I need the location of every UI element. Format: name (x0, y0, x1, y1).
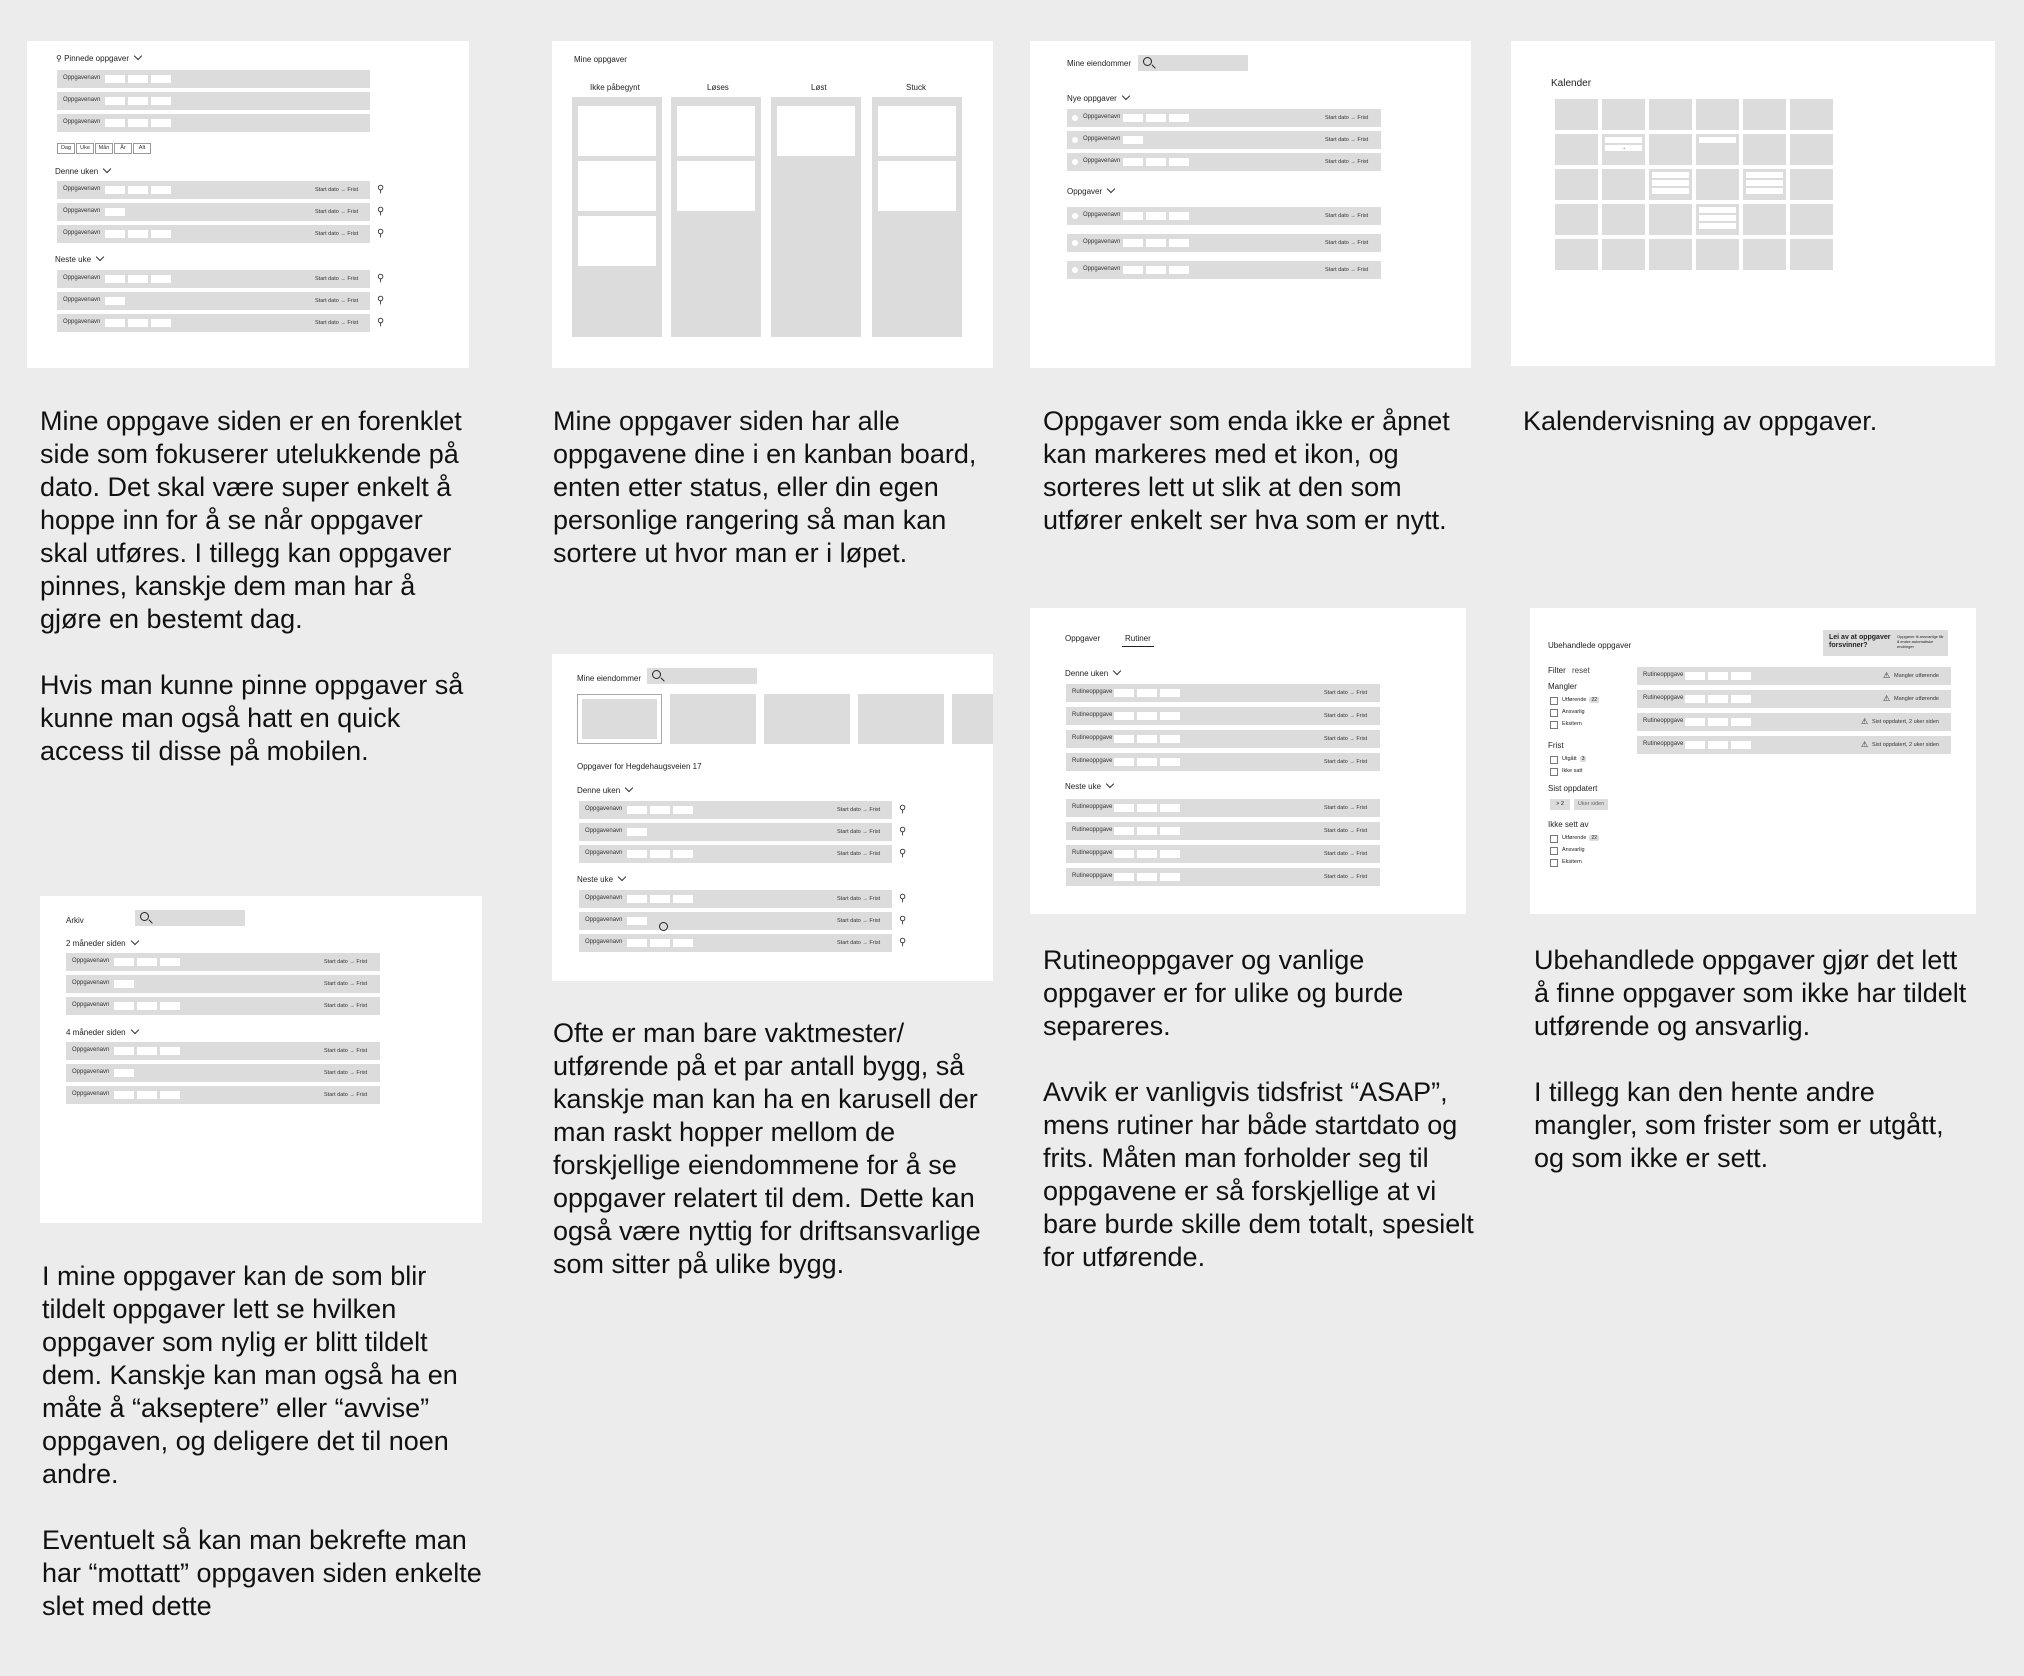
calendar-day[interactable] (1555, 169, 1598, 200)
page-title: Kalender (1551, 78, 1592, 89)
status-icon (1072, 213, 1078, 219)
search-input[interactable] (135, 910, 245, 926)
pin-icon[interactable]: ⚲ (377, 273, 385, 284)
search-icon (1143, 57, 1152, 66)
chevron-down-icon (130, 937, 138, 945)
kanban-card[interactable] (578, 161, 656, 211)
search-input[interactable] (647, 668, 757, 684)
calendar-day[interactable] (1649, 239, 1692, 270)
table-row[interactable]: Oppgavenavn Start dato → Frist (1067, 261, 1381, 279)
table-row[interactable]: Rutineoppgave ⚠ Sist oppdatert, 2 uker siden (1637, 736, 1951, 754)
calendar-event[interactable] (1699, 223, 1736, 229)
carousel-item[interactable] (670, 694, 756, 744)
chevron-down-icon (1106, 780, 1114, 788)
caption-archive: I mine oppgaver kan de som blir tildelt oppgaver lett se hvilken oppgaver som nylig er blitt tildelt dem. Kanskje kan man også ha en måte å “akseptere” eller “avvise” oppgaven, og deligere det til noen andre. Eventuelt så kan man bekrefte man har “mottatt” oppgaven siden enkelte slet med dette (42, 1261, 482, 1621)
frame-date-list (27, 41, 469, 368)
calendar-event[interactable] (1652, 188, 1689, 194)
section-this-week[interactable]: Denne uken (577, 786, 632, 795)
table-row[interactable]: Rutineoppgave Start dato → Frist (1066, 730, 1380, 748)
calendar-day[interactable] (1743, 204, 1786, 235)
pin-icon[interactable]: ⚲ (377, 228, 385, 239)
frame-carousel (552, 654, 993, 981)
table-row[interactable]: Oppgavenavn Start dato → Frist (1067, 109, 1381, 127)
calendar-event[interactable] (1746, 180, 1783, 186)
last-updated-value[interactable]: > 2 (1550, 799, 1570, 810)
calendar-day[interactable] (1649, 169, 1692, 200)
pin-icon[interactable]: ⚲ (899, 826, 907, 837)
table-row[interactable]: Oppgavenavn Start dato → Frist (1067, 153, 1381, 171)
calendar-day[interactable] (1649, 204, 1692, 235)
caption-date-list: Mine oppgave siden er en forenklet side som fokuserer utelukkende på dato. Det skal være super enkelt å hoppe inn for å se når oppgaver skal utføres. I tillegg kan oppgaver pinnes, kanskje dem man har å gjøre en bestemt dag. Hvis man kunne pinne oppgaver så kunne man også hatt en quick access til disse på mobilen. (40, 406, 464, 766)
table-row[interactable]: Rutineoppgave Start dato → Frist (1066, 822, 1380, 840)
hint-box[interactable]: Lei av at oppgaver forsvinner? Oppgaver til ansvarlige får å endre automatiske endringer (1823, 630, 1948, 656)
checkbox-not-set[interactable] (1550, 768, 1558, 776)
calendar-day[interactable] (1790, 99, 1833, 130)
table-row[interactable]: Rutineoppgave Start dato → Frist (1066, 684, 1380, 702)
range-tab-day[interactable]: Dag (57, 143, 75, 154)
calendar-day[interactable] (1602, 169, 1645, 200)
calendar-event[interactable] (1699, 215, 1736, 221)
range-tab-all[interactable]: Alt (133, 143, 151, 154)
table-row[interactable]: Oppgavenavn Start dato → Frist (66, 1064, 380, 1082)
section-tasks[interactable]: Oppgaver (1067, 187, 1114, 196)
calendar-day[interactable] (1696, 99, 1739, 130)
filter-group-missing: Mangler (1548, 682, 1577, 691)
calendar-day[interactable] (1790, 204, 1833, 235)
filter-group-deadline: Frist (1548, 741, 1564, 750)
caption-routines: Rutineoppgaver og vanlige oppgaver er for ulike og burde separeres. Avvik er vanligvis tidsfrist “ASAP”, mens rutiner har både startdato og frits. Måten man forholder seg til oppgavene er så forskjellige at vi bare burde skille dem totalt, spesielt for utførende. (1043, 945, 1474, 1272)
calendar-day[interactable] (1696, 169, 1739, 200)
table-row[interactable]: Oppgavenavn Start dato → Frist (579, 912, 892, 930)
filter-label: Filter (1548, 666, 1566, 675)
new-indicator-icon (1072, 137, 1078, 143)
chevron-down-icon (625, 784, 633, 792)
table-row[interactable]: Rutineoppgave ⚠ Mangler utførende (1637, 690, 1951, 708)
carousel-item-selected[interactable] (577, 694, 662, 744)
table-row[interactable]: Rutineoppgave Start dato → Frist (1066, 845, 1380, 863)
chevron-down-icon (1107, 185, 1115, 193)
table-row[interactable]: Rutineoppgave Start dato → Frist (1066, 707, 1380, 725)
table-row[interactable]: Oppgavenavn Start dato → Frist (579, 801, 892, 819)
pin-icon[interactable]: ⚲ (899, 915, 907, 926)
table-row[interactable]: Oppgavenavn Start dato → Frist (57, 314, 370, 332)
kanban-card[interactable] (677, 161, 755, 211)
table-row[interactable]: Oppgavenavn Start dato → Frist (57, 225, 370, 243)
calendar-day[interactable] (1555, 99, 1598, 130)
kanban-card[interactable] (677, 106, 755, 156)
section-two-months[interactable]: 2 måneder siden (66, 939, 138, 948)
last-updated-unit[interactable]: Uker siden (1574, 799, 1608, 810)
calendar-day[interactable] (1790, 134, 1833, 165)
calendar-day[interactable] (1555, 204, 1598, 235)
pin-icon[interactable]: ⚲ (899, 937, 907, 948)
calendar-day[interactable] (1696, 134, 1739, 165)
frame-routines (1030, 608, 1466, 914)
calendar-day[interactable] (1602, 239, 1645, 270)
chevron-down-icon (96, 253, 104, 261)
calendar-day[interactable] (1743, 99, 1786, 130)
warning-icon: ⚠ (1883, 694, 1891, 703)
search-input[interactable] (1138, 55, 1248, 71)
table-row[interactable]: Oppgavenavn Start dato → Frist (1067, 234, 1381, 252)
tab-tasks[interactable]: Oppgaver (1065, 634, 1101, 643)
frame-unhandled: Ubehandlede oppgaver Lei av at oppgaver forsvinner? Oppgaver til ansvarlige får å endre automatiske endringer Filter reset Mangler Utførende 22 Ansvarlig Eksitern Frist Utgått 3 Ikke satt Sist oppdatert > 2 Uker siden Ikke sett av Utførende 22 Ansvarlig Eksitern Rutineoppgave ⚠ Mangler utførende Rutineoppgave ⚠ Mangler utførende Rutineoppgave ⚠ Sist oppdatert, 2 uker siden Rutineoppgave ⚠ Sist oppdatert, 2 uker siden (1530, 608, 1976, 914)
calendar-event[interactable] (1652, 180, 1689, 186)
section-this-week[interactable]: Denne uken (1065, 669, 1120, 678)
checkbox-not-seen-owner[interactable] (1550, 859, 1558, 867)
warning-icon: ⚠ (1861, 740, 1869, 749)
status-icon (1072, 267, 1078, 273)
calendar-day[interactable] (1555, 239, 1598, 270)
calendar-event[interactable] (1746, 188, 1783, 194)
kanban-card[interactable] (578, 106, 656, 156)
list-item[interactable]: Oppgavenavn (57, 114, 370, 132)
calendar-event[interactable]: → (1605, 145, 1642, 151)
calendar-event[interactable] (1699, 207, 1736, 213)
search-icon (652, 670, 661, 679)
section-title: Oppgaver for Hegdehaugsveien 17 (577, 762, 702, 771)
checkbox-overdue[interactable] (1550, 756, 1558, 764)
frame-archive (40, 896, 482, 1223)
pin-icon[interactable]: ⚲ (899, 804, 907, 815)
caption-new-tasks: Oppgaver som enda ikke er åpnet kan markeres med et ikon, og sorteres lett ut slik at den som utfører enkelt ser hva som er nytt. (1043, 406, 1450, 535)
calendar-day[interactable] (1602, 134, 1645, 165)
kanban-card[interactable] (578, 216, 656, 266)
pin-icon[interactable]: ⚲ (377, 184, 385, 195)
pin-icon[interactable]: ⚲ (377, 206, 385, 217)
table-row[interactable]: Oppgavenavn Start dato → Frist (66, 953, 380, 971)
table-row[interactable]: Oppgavenavn Start dato → Frist (579, 890, 892, 908)
property-label: Mine eiendommer (1067, 59, 1132, 68)
page-title: Ubehandlede oppgaver (1548, 641, 1632, 650)
table-row[interactable]: Rutineoppgave ⚠ Sist oppdatert, 2 uker siden (1637, 713, 1951, 731)
caption-calendar: Kalendervisning av oppgaver. (1523, 406, 1878, 436)
range-tab-month[interactable]: Mån (95, 143, 113, 154)
section-this-week[interactable]: Denne uken (55, 167, 110, 176)
pin-icon: ⚲ (56, 54, 62, 63)
calendar-event[interactable] (1746, 172, 1783, 178)
page-title: Arkiv (66, 916, 84, 925)
table-row[interactable]: Oppgavenavn Start dato → Frist (66, 975, 380, 993)
pin-icon[interactable]: ⚲ (377, 295, 385, 306)
kanban-card[interactable] (777, 106, 855, 156)
range-tab-week[interactable]: Uke (76, 143, 94, 154)
reset-link[interactable]: reset (1572, 666, 1590, 675)
checkbox-owner[interactable] (1550, 721, 1558, 729)
checkbox-not-seen-executor[interactable] (1550, 835, 1558, 843)
section-next-week[interactable]: Neste uke (55, 255, 103, 264)
caption-carousel: Ofte er man bare vaktmester/ utførende på et par antall bygg, så kanskje man kan ha en karusell der man raskt hopper mellom de forskjellige eiendommene for å se oppgaver relatert til dem. Dette kan også være nyttig for driftsansvarlige som sitter på ulike bygg. (553, 1018, 981, 1279)
section-next-week[interactable]: Neste uke (577, 875, 625, 884)
calendar-event[interactable] (1605, 137, 1642, 143)
calendar-day[interactable] (1790, 239, 1833, 270)
chevron-down-icon (1113, 667, 1121, 675)
table-row[interactable]: Oppgavenavn Start dato → Frist (57, 181, 370, 199)
kanban-col-header: Stuck (906, 83, 927, 92)
frame-new-tasks (1030, 41, 1471, 368)
kanban-card[interactable] (878, 161, 956, 211)
chevron-down-icon (130, 1026, 138, 1034)
range-tab-year[interactable]: År (114, 143, 132, 154)
new-indicator-icon (1072, 159, 1078, 165)
kanban-col-header: Løst (811, 83, 827, 92)
section-next-week[interactable]: Neste uke (1065, 782, 1113, 791)
chevron-down-icon (618, 873, 626, 881)
table-row[interactable]: Rutineoppgave Start dato → Frist (1066, 868, 1380, 886)
list-item[interactable]: Oppgavenavn (57, 92, 370, 110)
list-item[interactable]: Oppgavenavn (57, 70, 370, 88)
calendar-day[interactable] (1696, 239, 1739, 270)
carousel-item[interactable] (764, 694, 850, 744)
section-new-tasks[interactable]: Nye oppgaver (1067, 94, 1129, 103)
checkbox-responsible[interactable] (1550, 709, 1558, 717)
filter-group-last-updated: Sist oppdatert (1548, 784, 1598, 793)
table-row[interactable]: Oppgavenavn Start dato → Frist (579, 845, 892, 863)
kanban-col-header: Ikke påbegynt (590, 83, 640, 92)
filter-group-not-seen: Ikke sett av (1548, 820, 1589, 829)
search-icon (140, 912, 149, 921)
carousel-item[interactable] (858, 694, 944, 744)
pin-icon[interactable]: ⚲ (899, 848, 907, 859)
status-icon (1072, 240, 1078, 246)
checkbox-not-seen-responsible[interactable] (1550, 847, 1558, 855)
checkbox-executor[interactable] (1550, 697, 1558, 705)
chevron-down-icon (103, 165, 111, 173)
caption-kanban: Mine oppgaver siden har alle oppgavene dine i en kanban board, enten etter status, eller din egen personlige rangering så man kan sortere ut hvor man er i løpet. (553, 406, 977, 568)
new-indicator-icon (1072, 115, 1078, 121)
chevron-down-icon (134, 52, 142, 60)
pinned-header[interactable]: ⚲ Pinnede oppgaver (56, 54, 141, 63)
calendar-day[interactable] (1555, 134, 1598, 165)
section-four-months[interactable]: 4 måneder siden (66, 1028, 138, 1037)
kanban-card[interactable] (878, 106, 956, 156)
table-row[interactable]: Oppgavenavn Start dato → Frist (579, 934, 892, 952)
calendar-grid (1555, 99, 1835, 269)
calendar-day[interactable] (1743, 169, 1786, 200)
calendar-day[interactable] (1602, 204, 1645, 235)
warning-icon: ⚠ (1883, 671, 1891, 680)
table-row[interactable]: Rutineoppgave ⚠ Mangler utførende (1637, 667, 1951, 685)
caption-unhandled: Ubehandlede oppgaver gjør det lett å finne oppgaver som ikke har tildelt utførende og ansvarlig. I tillegg kan den hente andre mangler, som frister som er utgått, og som ikke er sett. (1534, 945, 1967, 1173)
calendar-day[interactable] (1696, 204, 1739, 235)
calendar-day[interactable] (1743, 239, 1786, 270)
table-row[interactable]: Oppgavenavn Start dato → Frist (57, 292, 370, 310)
pin-icon[interactable]: ⚲ (899, 893, 907, 904)
kanban-col-header: Løses (707, 83, 729, 92)
pin-icon[interactable]: ⚲ (377, 317, 385, 328)
frame-calendar (1511, 41, 1995, 366)
calendar-day[interactable] (1649, 134, 1692, 165)
frame-kanban (552, 41, 993, 368)
cursor-magnifier-icon (659, 922, 668, 931)
table-row[interactable]: Oppgavenavn Start dato → Frist (579, 823, 892, 841)
calendar-event[interactable] (1699, 137, 1736, 143)
chevron-down-icon (1122, 92, 1130, 100)
table-row[interactable]: Oppgavenavn Start dato → Frist (66, 1086, 380, 1104)
calendar-day[interactable] (1743, 134, 1786, 165)
table-row[interactable]: Oppgavenavn Start dato → Frist (66, 997, 380, 1015)
calendar-day[interactable] (1602, 99, 1645, 130)
property-label: Mine eiendommer (577, 674, 642, 683)
page-title: Mine oppgaver (574, 55, 627, 64)
table-row[interactable]: Oppgavenavn Start dato → Frist (57, 203, 370, 221)
table-row[interactable]: Oppgavenavn Start dato → Frist (1067, 131, 1381, 149)
table-row[interactable]: Oppgavenavn Start dato → Frist (57, 270, 370, 288)
table-row[interactable]: Rutineoppgave Start dato → Frist (1066, 799, 1380, 817)
table-row[interactable]: Rutineoppgave Start dato → Frist (1066, 753, 1380, 771)
table-row[interactable]: Oppgavenavn Start dato → Frist (66, 1042, 380, 1060)
calendar-event[interactable] (1652, 172, 1689, 178)
warning-icon: ⚠ (1861, 717, 1869, 726)
table-row[interactable]: Oppgavenavn Start dato → Frist (1067, 207, 1381, 225)
carousel-item[interactable] (952, 694, 993, 744)
calendar-day[interactable] (1649, 99, 1692, 130)
calendar-day[interactable] (1790, 169, 1833, 200)
tab-routines[interactable]: Rutiner (1122, 634, 1154, 647)
